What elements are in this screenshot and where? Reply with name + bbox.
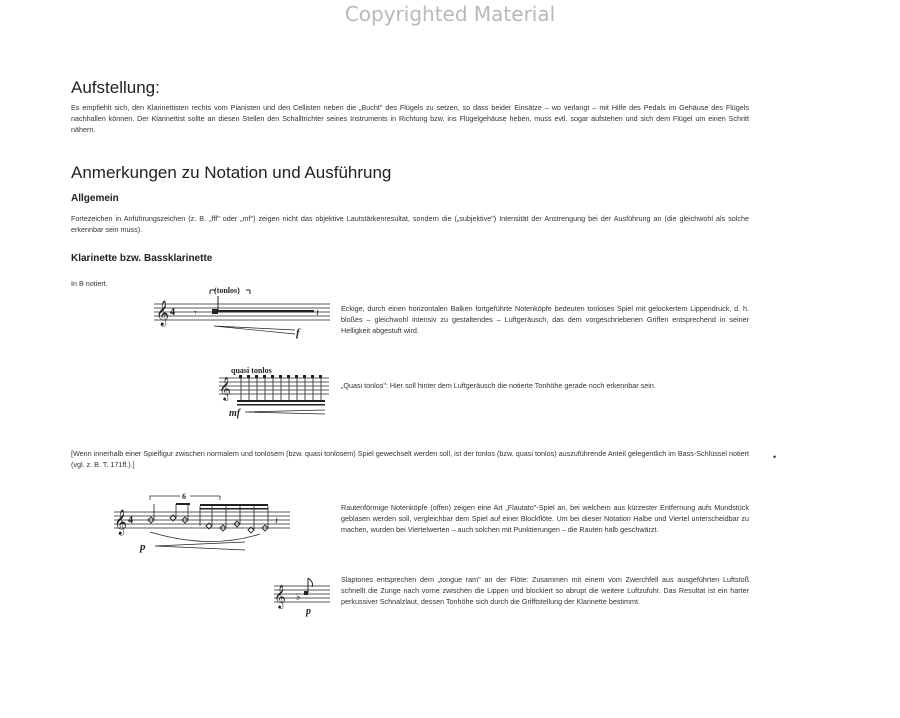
anmerkungen-heading: Anmerkungen zu Notation und Ausführung <box>71 163 392 182</box>
treble-clef-icon: 𝄞 <box>114 509 128 534</box>
dynamic-marking: f <box>296 327 300 339</box>
tonlos-bar <box>218 310 314 313</box>
dynamic-marking: p <box>140 541 146 553</box>
svg-text:𝄽: 𝄽 <box>316 308 320 319</box>
hairpin-icon <box>245 410 325 414</box>
svg-text:𝄽: 𝄽 <box>275 516 279 527</box>
rest-icon: 𝄾 <box>194 308 197 319</box>
dynamic-marking: p <box>306 606 311 617</box>
tonlos-marking: (tonlos) <box>214 286 240 295</box>
allgemein-text: Fortezeichen in Anführungszeichen (z. B. „fff" oder „mf") zeigen nicht das objektive Lautstärkenresultat, sondern die („subjektive") Intensität der Anstrengung bei der Ausführung an (die gleichwohl als solche erkennbar sein muss). <box>71 214 749 234</box>
in-b-note: In B notiert. <box>71 279 108 288</box>
slap-notehead-icon <box>304 591 308 595</box>
treble-clef-icon: 𝄞 <box>219 378 231 400</box>
margin-mark: • <box>773 452 777 462</box>
flautato-description: Rautenförmige Notenköpfe (offen) zeigen eine Art „Flautato"-Spiel an, bei welchem aus kürzester Entfernung aufs Mundstück geblasen werden soll, vergleichbar dem Spiel auf einer Blockflöte. Um bei dieser Notation Halbe und Viertel unterscheidbar zu machen, wurden bei Viertelwerten – auch solchen mit Punktierungen – die Rauten halb geschwärzt. <box>341 503 749 534</box>
quasi-tonlos-marking: quasi tonlos <box>231 366 272 375</box>
music-example-slaptone <box>270 570 335 620</box>
slur <box>150 532 260 542</box>
slaptone-description: Slaptones entsprechen dem „tongue ram" an der Flöte: Zusammen mit einem vom Zwerchfell aus ausgeführten Luftstoß schnellt die Zunge nach vorne zwischen die Lippen und blockiert so abrupt die weitere Luftzufuhr. Das Resultat ist ein harter perkussiver Schnalzlaut, dessen Tonhöhe sich durch die Grifftstellung der Klarinette bestimmt. <box>341 575 749 606</box>
dynamic-marking: mf <box>229 408 241 419</box>
time-signature: 4 <box>170 307 175 318</box>
svg-text:♭: ♭ <box>296 592 301 603</box>
treble-clef-icon: 𝄞 <box>274 586 286 608</box>
quasi-tonlos-description: „Quasi tonlos": Hier soll hinter dem Luftgeräusch die notierte Tonhöhe gerade noch erkennbar sein. <box>341 381 656 390</box>
aufstellung-text: Es empfiehlt sich, den Klarinettisten rechts vom Pianisten und den Cellisten neben die „Bucht" des Flügels zu setzen, so dass beider Einsätze – wo verlangt – mit Hilfe des Pedals im Gehäuse des Flügels nachhallen können. Der Klarinettist sollte an diesen Stellen den Schalltrichter seines Instruments in Richtung bzw. ins Flügelgehäuse heben, muss evtl. sogar aufstehen und sich dem Flügel um einen Schritt nähern. <box>71 103 749 134</box>
klarinette-heading: Klarinette bzw. Bassklarinette <box>71 253 213 264</box>
tuplet-number: 6 <box>182 492 186 501</box>
music-example-quasi-tonlos <box>215 362 335 420</box>
hairpin-icon <box>155 542 245 550</box>
treble-clef-icon: 𝄞 <box>156 300 170 325</box>
copyright-watermark: Copyrighted Material <box>344 2 556 26</box>
tonlos-description: Eckige, durch einen horizontalen Balken fortgeführte Notenköpfe bedeuten tonloses Spiel mit gelockertem Lippendruck, d. h. bloßes – gleichwohl intensiv zu gestaltendes – Luftgeräusch, das dem vorgeschriebenen Griffen entsprechend in seiner Helligkeit abgestuft wird. <box>341 304 749 335</box>
svg-text:4: 4 <box>128 515 133 526</box>
square-notehead-icon <box>212 309 218 314</box>
music-example-tonlos <box>150 282 335 340</box>
music-example-flautato <box>110 490 335 558</box>
allgemein-heading: Allgemein <box>71 193 119 204</box>
bracket-note: [Wenn innerhalb einer Spielfigur zwischen normalem und tonlosem (bzw. quasi tonlosem) Spiel gewechselt werden soll, ist der tonlos (bzw. quasi tonlos) auszuführende Anteil gelegentlich im Bass-Schlüssel notiert (vgl. z. B. T. 171ff.).] <box>71 449 749 469</box>
aufstellung-heading: Aufstellung: <box>71 78 160 97</box>
hairpin-icon <box>214 326 295 334</box>
